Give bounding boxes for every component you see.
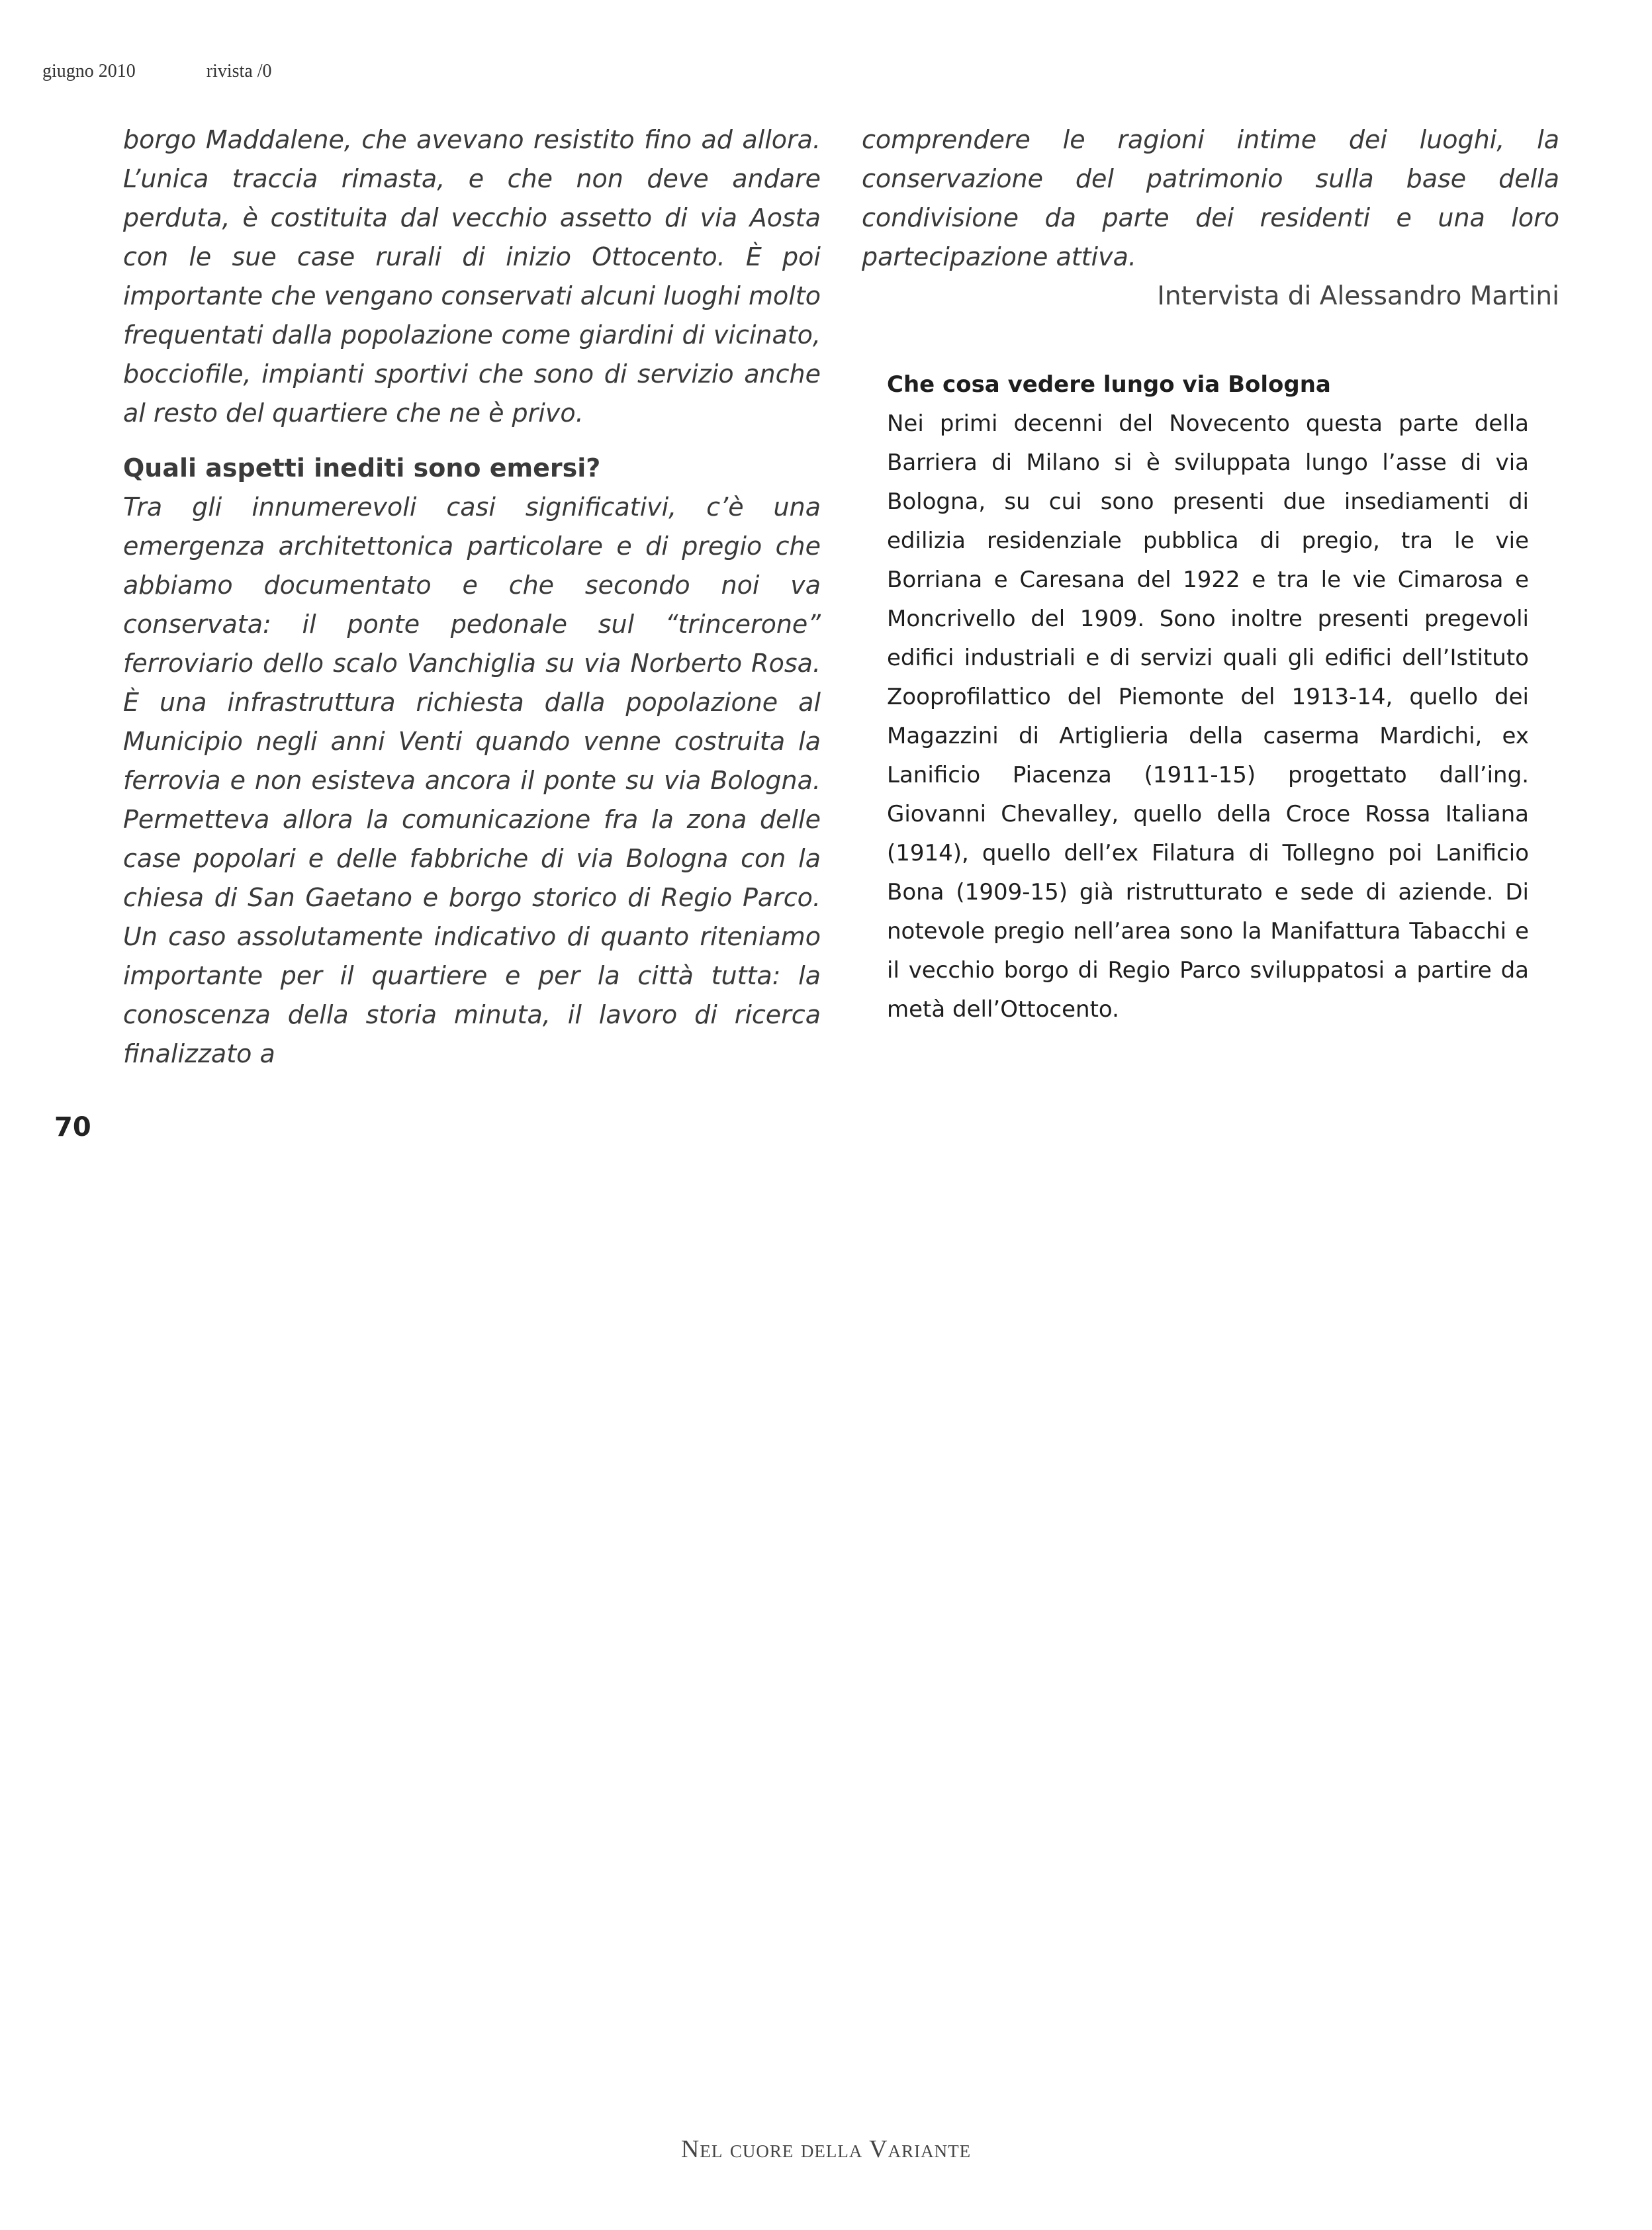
left-paragraph-2: Tra gli innumerevoli casi significativi, c’è una emergenza architettonica particolare e di pregio che abbiamo documentato e che secondo noi va conservata: il ponte pedonale sul “trincerone” ferroviario dello scalo Vanchiglia su via Norberto Rosa. È una infrastruttura richiesta dalla popolazione al Municipio negli anni Venti quando venne costruita la ferrovia e non esisteva ancora il ponte su via Bologna. Permetteva allora la comunicazione fra la zona delle case popolari e delle fabbriche di via Bologna con la chiesa di San Gaetano e borgo storico di Regio Parco. Un caso assolutamente indicativo di quanto riteniamo importante per il quartiere e per la città tutta: la conoscenza della storia minuta, il lavoro di ricerca finalizzato a bbox=[123, 492, 821, 1068]
running-footer: Nel cuore della Variante bbox=[680, 2135, 972, 2163]
sidebar-box-body: Nei primi decenni del Novecento questa parte della Barriera di Milano si è sviluppata lungo l’asse di via Bologna, su cui sono presenti due insediamenti di edilizia residenziale pubblica di pregio, tra le vie Borriana e Caresana del 1922 e tra le vie Cimarosa e Moncrivello del 1909. Sono inoltre presenti pregevoli edifici industriali e di servizi quali gli edifici dell’Istituto Zooprofilattico del Piemonte del 1913-14, quello dei Magazzini di Artiglieria della caserma Mardichi, ex Lanificio Piacenza (1911-15) progettato dall’ing. Giovanni Chevalley, quello della Croce Rossa Italiana (1914), quello dell’ex Filatura di Tollegno poi Lanificio Bona (1909-15) già ristrutturato e sede di aziende. Di notevole pregio nell’area sono la Manifattura Tabacchi e il vecchio borgo di Regio Parco sviluppatosi a partire da metà dell’Ottocento. bbox=[887, 410, 1529, 1023]
sidebar-box-title: Che cosa vedere lungo via Bologna bbox=[887, 371, 1331, 398]
interview-question: Quali aspetti inediti sono emersi? bbox=[123, 453, 601, 483]
left-paragraph-1: borgo Maddalene, che avevano resistito fino ad allora. L’unica traccia rimasta, e che non deve andare perduta, è costituita dal vecchio assetto di via Aosta con le sue case rurali di inizio Ottocento. È poi importante che vengano conservati alcuni luoghi molto frequentati dalla popolazione come giardini di vicinato, bocciofile, impianti sportivi che sono di servizio anche al resto del quartiere che ne è privo. bbox=[123, 125, 821, 428]
sidebar-box bbox=[887, 365, 1529, 1029]
running-header bbox=[42, 61, 272, 82]
header-issue: rivista /0 bbox=[206, 61, 272, 81]
right-column bbox=[862, 120, 1559, 277]
left-column bbox=[123, 120, 821, 1074]
right-paragraph-continued: comprendere le ragioni intime dei luoghi, la conservazione del patrimonio sulla base della condivisione da parte dei residenti e una loro partecipazione attiva. bbox=[862, 125, 1559, 271]
interview-byline: Intervista di Alessandro Martini bbox=[1157, 281, 1559, 311]
header-date: giugno 2010 bbox=[42, 61, 136, 81]
page-number: 70 bbox=[54, 1112, 91, 1142]
